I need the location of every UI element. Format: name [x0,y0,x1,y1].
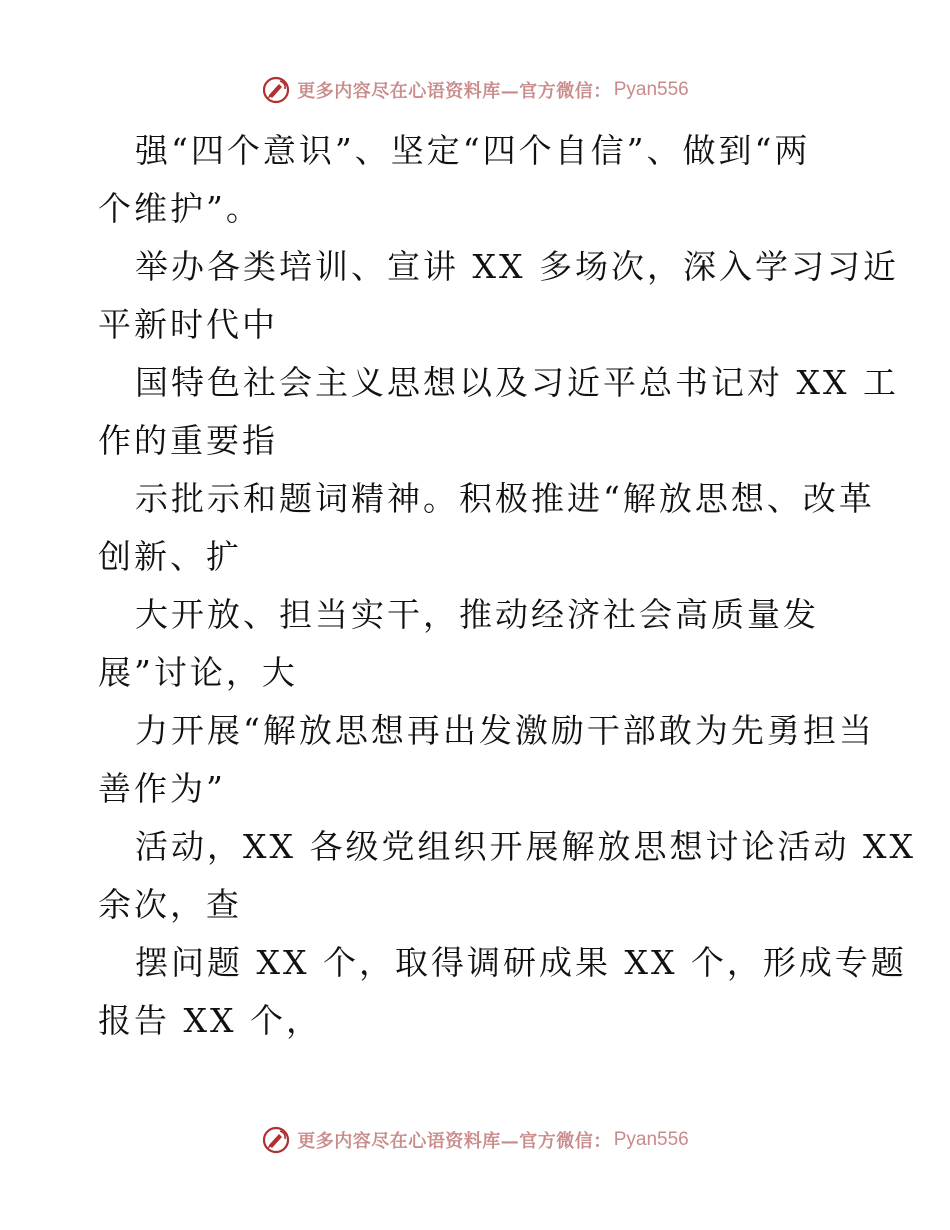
footer-watermark [0,1120,950,1160]
body-line: 创新、扩 [98,537,242,576]
watermark-text: 更多内容尽在心语资料库—官方微信： [297,81,612,102]
body-line: 展”讨论，大 [98,653,298,692]
body-line: 善作为” [98,769,226,808]
pen-logo-icon [261,75,291,105]
watermark-id: Pyan556 [613,79,689,100]
body-line: 摆问题 XX 个，取得调研成果 XX 个，形成专题 [135,943,907,982]
body-line: 大开放、担当实干，推动经济社会高质量发 [135,595,819,634]
body-line: 力开展“解放思想再出发激励干部敢为先勇担当 [135,711,875,750]
body-line: 个维护”。 [98,189,262,228]
watermark-id: Pyan556 [613,1129,689,1150]
body-line: 平新时代中 [98,305,278,344]
body-line: 活动，XX 各级党组织开展解放思想讨论活动 XX [135,827,916,866]
watermark-text: 更多内容尽在心语资料库—官方微信： [297,1131,612,1152]
document-body [98,122,916,1050]
body-line: 国特色社会主义思想以及习近平总书记对 XX 工 [135,363,899,402]
body-line: 作的重要指 [98,421,278,460]
body-line: 余次，查 [98,885,242,924]
header-watermark [0,70,950,110]
body-line: 报告 XX 个， [98,1001,322,1040]
body-line: 示批示和题词精神。积极推进“解放思想、改革 [135,479,875,518]
body-line: 举办各类培训、宣讲 XX 多场次，深入学习习近 [135,247,899,286]
pen-logo-icon [261,1125,291,1155]
body-line: 强“四个意识”、坚定“四个自信”、做到“两 [135,131,811,170]
